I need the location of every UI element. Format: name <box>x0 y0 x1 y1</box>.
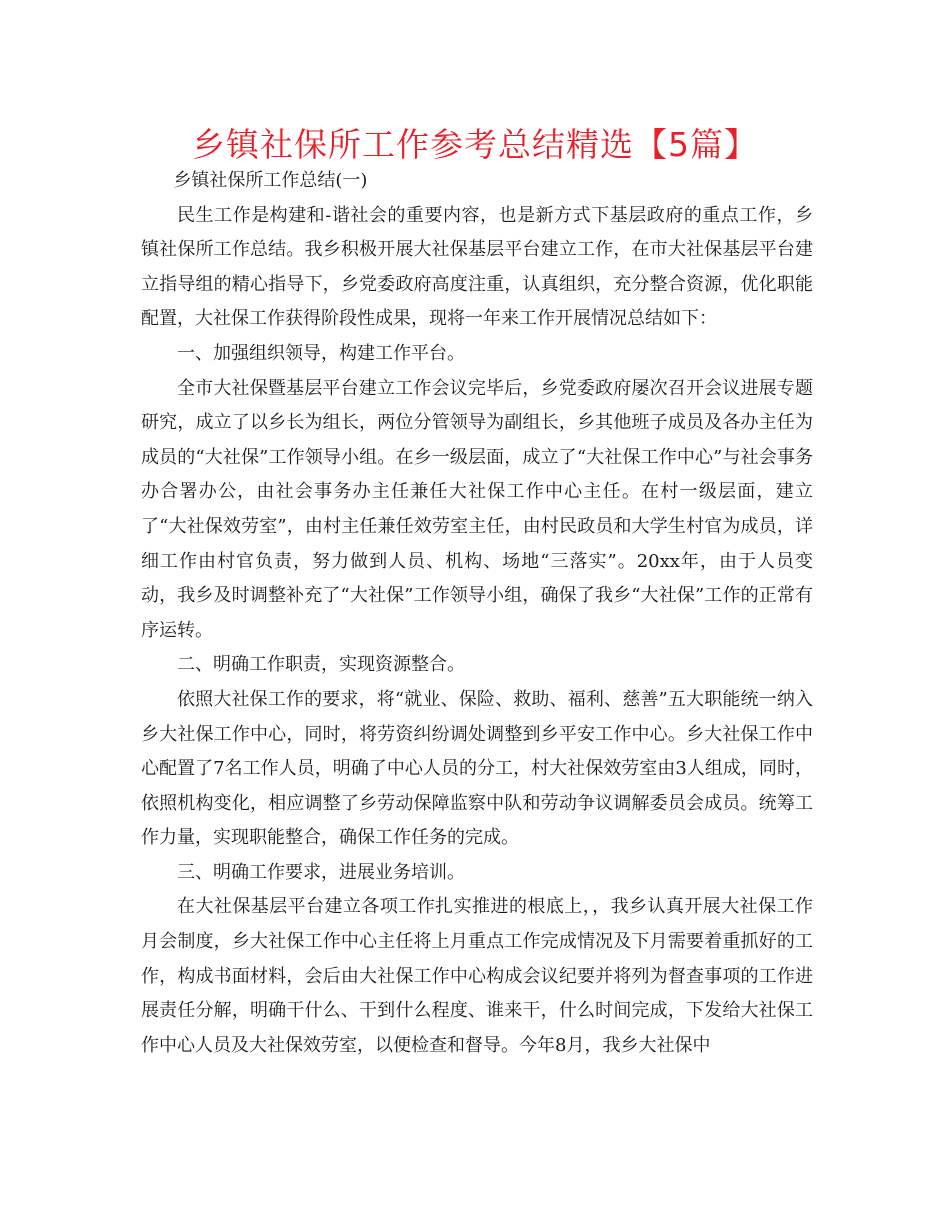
paragraph: 民生工作是构建和-谐社会的重要内容，也是新方式下基层政府的重点工作，乡镇社保所工作总结。我乡积极开展大社保基层平台建立工作，在市大社保基层平台建立指导组的精心指导下，乡党委政府高度注重，认真组织，充分整合资源，优化职能配置，大社保工作获得阶段性成果，现将一年来工作开展情况总结如下： <box>141 204 813 330</box>
section-heading: 二、明确工作职责，实现资源整合。 <box>177 654 465 676</box>
paragraph: 依照大社保工作的要求，将“就业、保险、救助、福利、慈善”五大职能统一纳入乡大社保工作中心，同时，将劳资纠纷调处调整到乡平安工作中心。乡大社保工作中心配置了7名工作人员，明确了中心人员的分工，村大社保效劳室由3人组成，同时，依照机构变化，相应调整了乡劳动保障监察中队和劳动争议调解委员会成员。统筹工作力量，实现职能整合，确保工作任务的完成。 <box>141 688 813 849</box>
document-body <box>141 164 813 1063</box>
document-title: 乡镇社保所工作参考总结精选【5篇】 <box>192 125 758 164</box>
paragraph: 全市大社保暨基层平台建立工作会议完毕后，乡党委政府屡次召开会议进展专题研究，成立了以乡长为组长，两位分管领导为副组长，乡其他班子成员及各办主任为成员的“大社保”工作领导小组。在乡一级层面，成立了“大社保工作中心”与社会事务办合署办公，由社会事务办主任兼任大社保工作中心主任。在村一级层面，建立了“大社保效劳室”，由村主任兼任效劳室主任，由村民政员和大学生村官为成员，详细工作由村官负责，努力做到人员、机构、场地“三落实”。20xx年，由于人员变动，我乡及时调整补充了“大社保”工作领导小组，确保了我乡“大社保”工作的正常有序运转。 <box>141 377 813 641</box>
section-heading: 乡镇社保所工作总结(一) <box>173 170 368 191</box>
paragraph: 在大社保基层平台建立各项工作扎实推进的根底上，，我乡认真开展大社保工作月会制度，乡大社保工作中心主任将上月重点工作完成情况及下月需要着重抓好的工作，构成书面材料，会后由大社保工作中心构成会议纪要并将列为督查事项的工作进展责任分解，明确干什么、干到什么程度、谁来干，什么时间完成，下发给大社保工作中心人员及大社保效劳室，以便检查和督导。今年8月，我乡大社保中 <box>141 896 813 1056</box>
section-heading: 一、加强组织领导，构建工作平台。 <box>177 342 465 364</box>
section-heading: 三、明确工作要求，进展业务培训。 <box>177 861 465 883</box>
